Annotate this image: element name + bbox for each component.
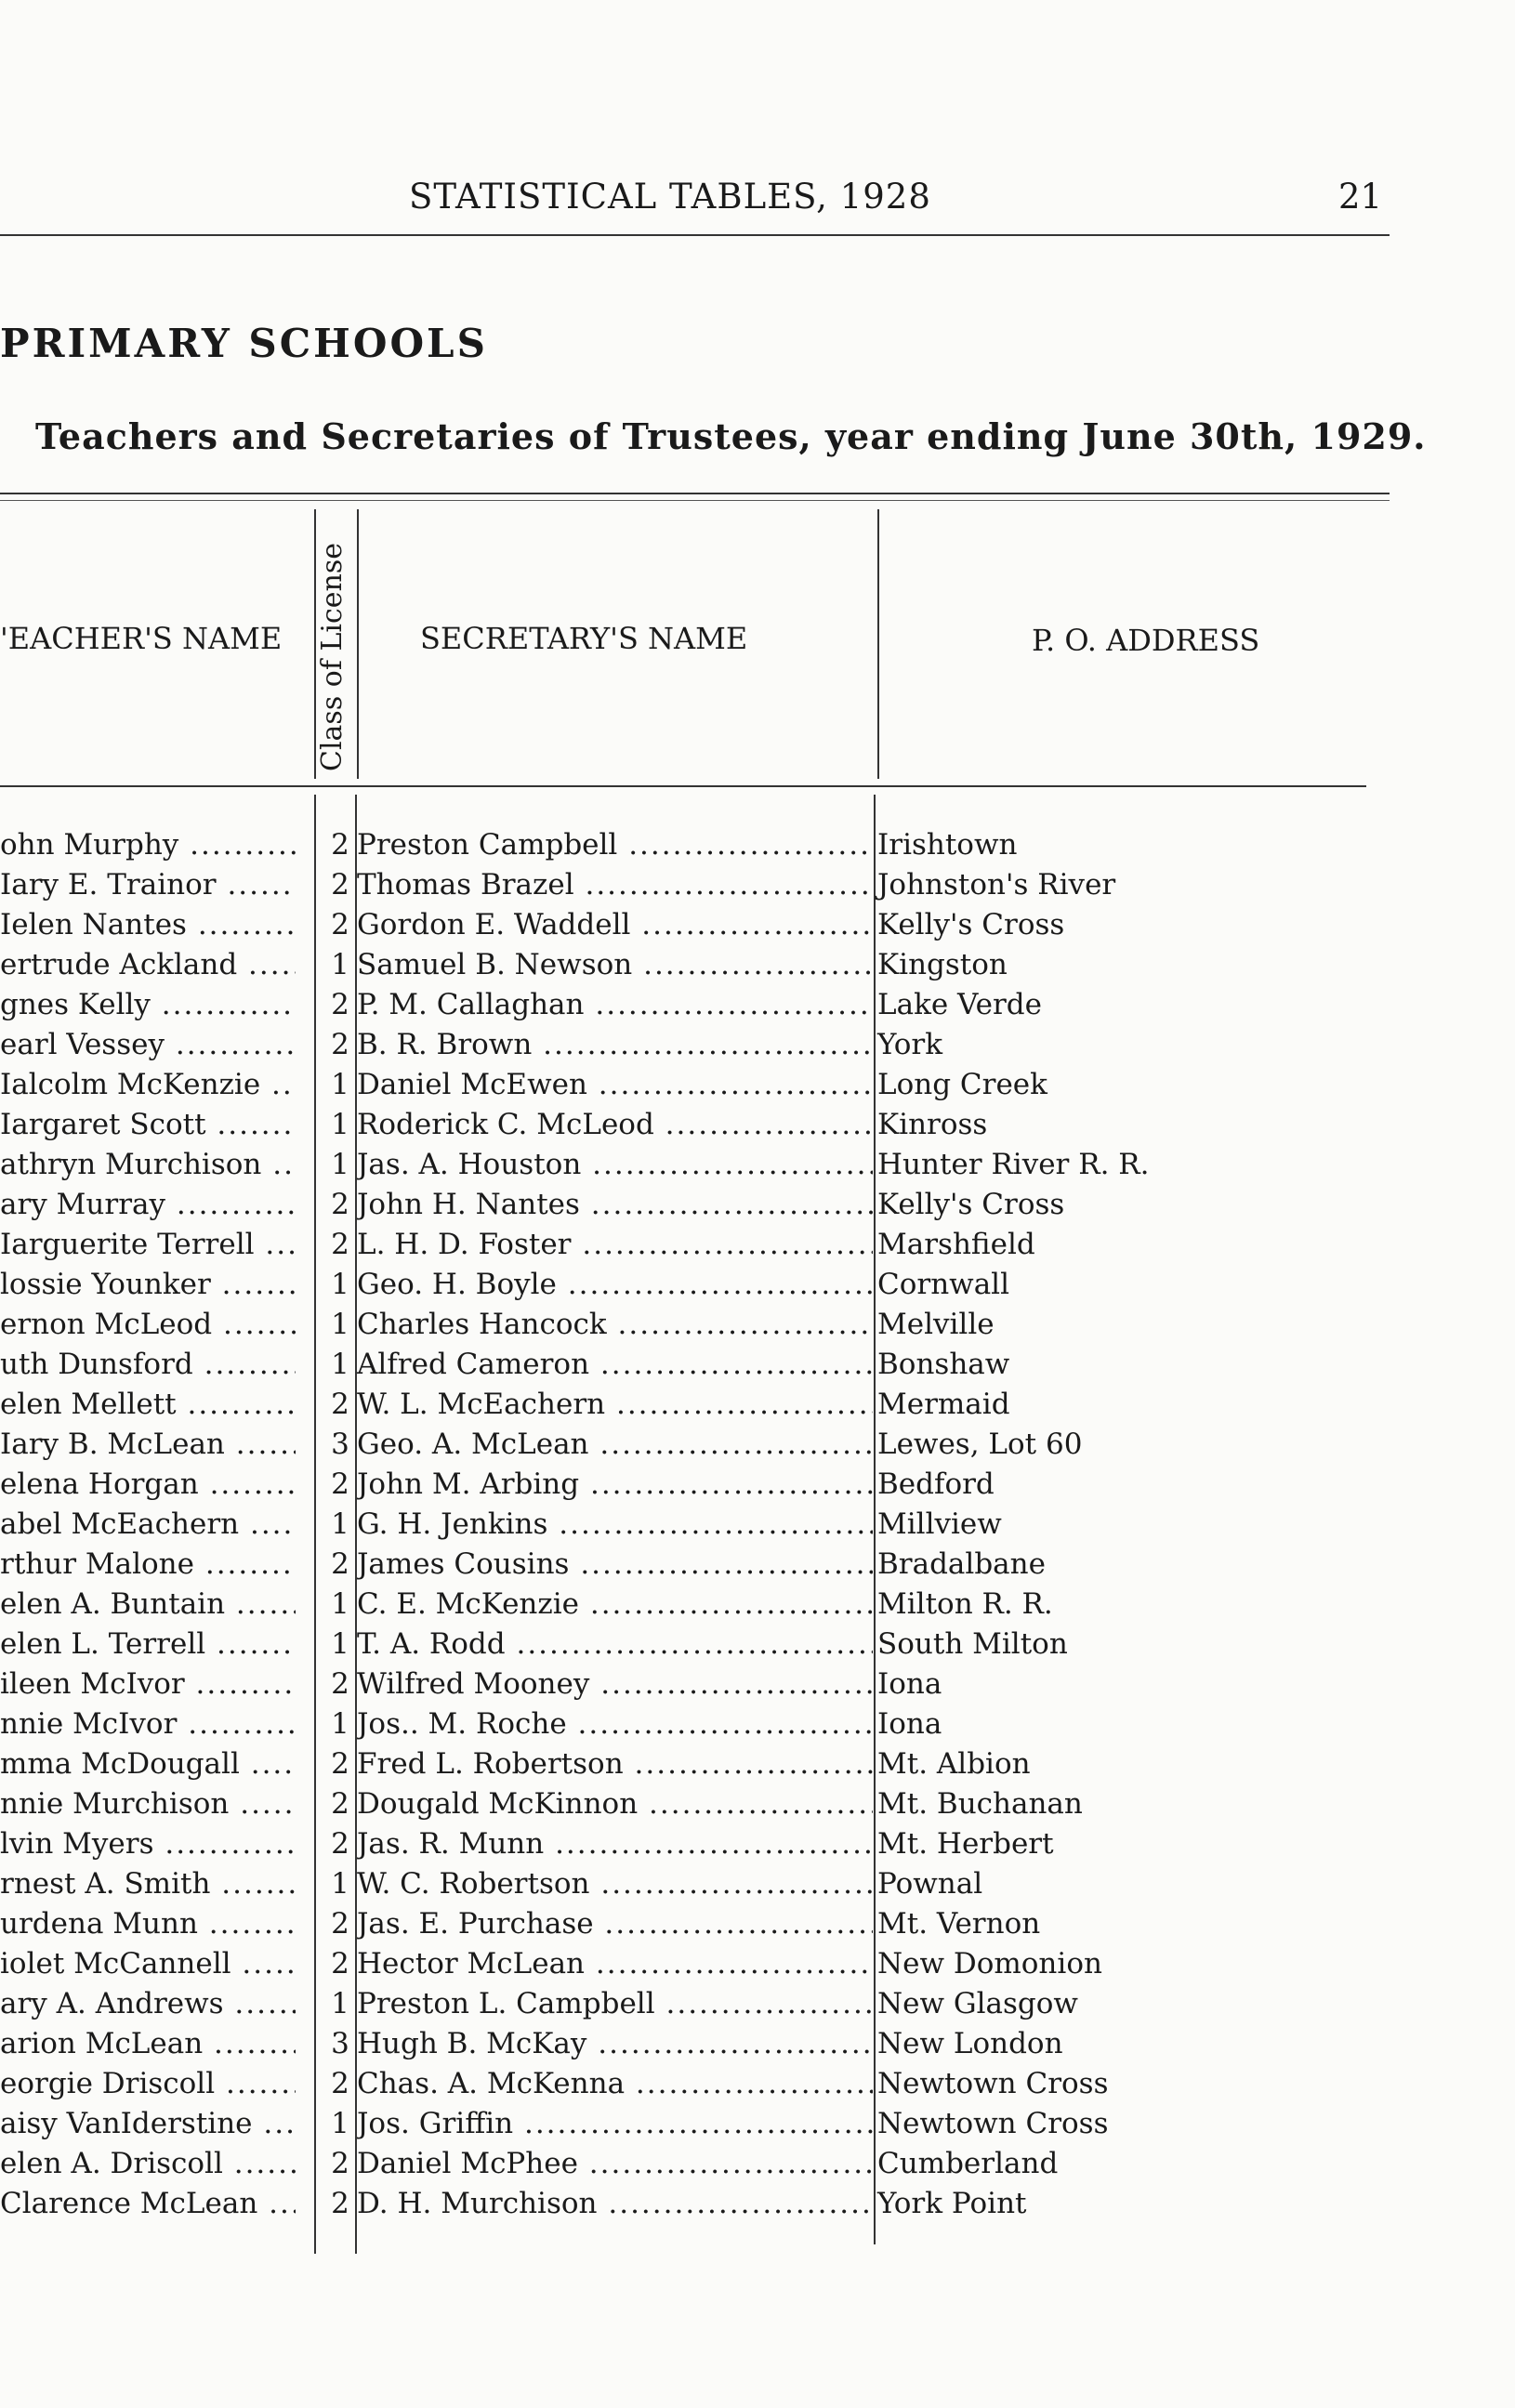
po-address: Kelly's Cross — [877, 908, 1065, 941]
secretary-name: L. H. D. Foster ..... — [357, 1225, 873, 1265]
teacher-name: ileen McIvor ..... — [0, 1665, 296, 1704]
table-row — [0, 2064, 1394, 2104]
license-class: 2 — [331, 2187, 349, 2220]
header-bottom-rule — [0, 785, 1366, 787]
po-address: Pownal — [877, 1867, 983, 1901]
teacher-name: iolet McCannell ..... — [0, 1944, 296, 1984]
teacher-name: aisy VanIderstine ..... — [0, 2104, 296, 2144]
table-subtitle: Teachers and Secretaries of Trustees, year ending June 30th, 1929. — [35, 415, 1427, 457]
section-title: PRIMARY SCHOOLS — [0, 321, 488, 366]
license-class: 2 — [331, 1028, 349, 1061]
license-class: 2 — [331, 1228, 349, 1261]
table-row — [0, 2024, 1394, 2064]
po-address: Hunter River R. R. — [877, 1148, 1150, 1181]
table-row — [0, 865, 1394, 905]
license-class: 1 — [331, 948, 349, 981]
teacher-name: ary Murray ..... — [0, 1185, 296, 1225]
table-row — [0, 1465, 1394, 1505]
teacher-name: lvin Myers ..... — [0, 1824, 296, 1864]
po-address: Iona — [877, 1667, 942, 1701]
table-row — [0, 1185, 1394, 1225]
table-row — [0, 1345, 1394, 1385]
po-address: Irishtown — [877, 828, 1018, 862]
table-row — [0, 1784, 1394, 1824]
license-class: 2 — [331, 1667, 349, 1701]
header-rule — [0, 234, 1390, 236]
table-row — [0, 1385, 1394, 1425]
license-class: 2 — [331, 1547, 349, 1581]
license-class: 2 — [331, 1188, 349, 1221]
table-row — [0, 1065, 1394, 1105]
teacher-name: rnest A. Smith ..... — [0, 1864, 296, 1904]
teacher-name: elen A. Driscoll ..... — [0, 2144, 296, 2184]
teacher-name: Iary E. Trainor ..... — [0, 865, 296, 905]
license-class: 2 — [331, 1388, 349, 1421]
teacher-name: ernon McLeod ..... — [0, 1305, 296, 1345]
teacher-name: Ielen Nantes ..... — [0, 905, 296, 945]
license-class: 1 — [331, 1108, 349, 1141]
secretary-name: G. H. Jenkins ..... — [357, 1505, 873, 1545]
teacher-name: abel McEachern ..... — [0, 1505, 296, 1545]
license-class: 2 — [331, 988, 349, 1021]
page-number: 21 — [1338, 177, 1383, 217]
teacher-name: athryn Murchison ..... — [0, 1145, 296, 1185]
po-address: New London — [877, 2027, 1063, 2060]
teacher-name: ertrude Ackland ..... — [0, 945, 296, 985]
po-address: Mt. Albion — [877, 1747, 1031, 1781]
license-class: 1 — [331, 1507, 349, 1541]
license-class: 2 — [331, 1467, 349, 1501]
secretary-name: Samuel B. Newson ..... — [357, 945, 873, 985]
teacher-name: Ialcolm McKenzie ..... — [0, 1065, 296, 1105]
teacher-name: elena Horgan ..... — [0, 1465, 296, 1505]
secretary-name: Gordon E. Waddell ..... — [357, 905, 873, 945]
po-address: Kingston — [877, 948, 1008, 981]
po-address: Millview — [877, 1507, 1002, 1541]
secretary-name: T. A. Rodd ..... — [357, 1625, 873, 1665]
license-class: 2 — [331, 1787, 349, 1821]
license-class: 1 — [331, 1587, 349, 1621]
license-class: 2 — [331, 2147, 349, 2180]
secretary-name: Hector McLean ..... — [357, 1944, 873, 1984]
teacher-name: earl Vessey ..... — [0, 1025, 296, 1065]
po-address: Johnston's River — [877, 868, 1116, 901]
table-row — [0, 1864, 1394, 1904]
header-divider-3 — [877, 509, 879, 779]
po-address: Newtown Cross — [877, 2107, 1109, 2140]
license-class: 1 — [331, 1867, 349, 1901]
secretary-name: John M. Arbing ..... — [357, 1465, 873, 1505]
table-row — [0, 1665, 1394, 1704]
license-class: 3 — [331, 1428, 349, 1461]
po-address: Mt. Herbert — [877, 1827, 1054, 1861]
license-class: 2 — [331, 908, 349, 941]
teacher-name: urdena Munn ..... — [0, 1904, 296, 1944]
po-address: Bedford — [877, 1467, 995, 1501]
secretary-name: B. R. Brown ..... — [357, 1025, 873, 1065]
table-row — [0, 1305, 1394, 1345]
po-address: Lake Verde — [877, 988, 1042, 1021]
po-address: York — [877, 1028, 943, 1061]
table-row — [0, 1025, 1394, 1065]
po-address: Kelly's Cross — [877, 1188, 1065, 1221]
teacher-name: nnie McIvor ..... — [0, 1704, 296, 1744]
secretary-name: Preston L. Campbell ..... — [357, 1984, 873, 2024]
secretary-name: Jas. R. Munn ..... — [357, 1824, 873, 1864]
license-class: 1 — [331, 1987, 349, 2020]
license-class: 2 — [331, 868, 349, 901]
po-address: New Domonion — [877, 1947, 1102, 1980]
table-row — [0, 1984, 1394, 2024]
table-row — [0, 1425, 1394, 1465]
secretary-name: Roderick C. McLeod ..... — [357, 1105, 873, 1145]
license-class: 1 — [331, 1068, 349, 1101]
license-class: 1 — [331, 1707, 349, 1741]
po-address: York Point — [877, 2187, 1027, 2220]
po-address: Melville — [877, 1308, 995, 1341]
po-address: Cumberland — [877, 2147, 1059, 2180]
running-title: STATISTICAL TABLES, 1928 — [409, 177, 931, 217]
table-row — [0, 1625, 1394, 1665]
table-row — [0, 1145, 1394, 1185]
column-header-address: P. O. ADDRESS — [1032, 623, 1260, 658]
table-row — [0, 1545, 1394, 1585]
license-class: 1 — [331, 1268, 349, 1301]
table-row — [0, 1265, 1394, 1305]
secretary-name: Jas. E. Purchase ..... — [357, 1904, 873, 1944]
column-header-teacher: 'EACHER'S NAME — [0, 621, 283, 656]
secretary-name: Dougald McKinnon ..... — [357, 1784, 873, 1824]
teacher-name: lossie Younker ..... — [0, 1265, 296, 1305]
secretary-name: D. H. Murchison ..... — [357, 2184, 873, 2224]
license-class: 2 — [331, 2067, 349, 2100]
table-row — [0, 2144, 1394, 2184]
secretary-name: C. E. McKenzie ..... — [357, 1585, 873, 1625]
table-top-rule — [0, 493, 1390, 494]
po-address: Kinross — [877, 1108, 988, 1141]
table-row — [0, 1744, 1394, 1784]
teacher-name: nnie Murchison ..... — [0, 1784, 296, 1824]
po-address: Long Creek — [877, 1068, 1047, 1101]
license-class: 2 — [331, 828, 349, 862]
po-address: Lewes, Lot 60 — [877, 1428, 1083, 1461]
license-class: 1 — [331, 1148, 349, 1181]
secretary-name: Geo. A. McLean ..... — [357, 1425, 873, 1465]
table-row — [0, 2104, 1394, 2144]
column-header-license: Class of License — [316, 542, 349, 771]
teacher-name: rthur Malone ..... — [0, 1545, 296, 1585]
secretary-name: Daniel McPhee ..... — [357, 2144, 873, 2184]
po-address: Bonshaw — [877, 1348, 1010, 1381]
po-address: Cornwall — [877, 1268, 1010, 1301]
table-row — [0, 1704, 1394, 1744]
teacher-name: ary A. Andrews ..... — [0, 1984, 296, 2024]
teacher-name: ohn Murphy ..... — [0, 825, 296, 865]
secretary-name: Chas. A. McKenna ..... — [357, 2064, 873, 2104]
secretary-name: Wilfred Mooney ..... — [357, 1665, 873, 1704]
table-row — [0, 945, 1394, 985]
table-top-rule-thin — [0, 500, 1390, 501]
table-row — [0, 1505, 1394, 1545]
po-address: Mt. Buchanan — [877, 1787, 1083, 1821]
license-class: 1 — [331, 1348, 349, 1381]
po-address: Bradalbane — [877, 1547, 1046, 1581]
teacher-name: mma McDougall ..... — [0, 1744, 296, 1784]
teacher-name: Iarguerite Terrell ..... — [0, 1225, 296, 1265]
secretary-name: W. L. McEachern ..... — [357, 1385, 873, 1425]
secretary-name: Thomas Brazel ..... — [357, 865, 873, 905]
license-class: 1 — [331, 2107, 349, 2140]
secretary-name: Preston Campbell ..... — [357, 825, 873, 865]
secretary-name: Alfred Cameron ..... — [357, 1345, 873, 1385]
secretary-name: Fred L. Robertson ..... — [357, 1744, 873, 1784]
teacher-name: Iary B. McLean ..... — [0, 1425, 296, 1465]
running-head — [0, 177, 1394, 223]
po-address: New Glasgow — [877, 1987, 1078, 2020]
secretary-name: Daniel McEwen ..... — [357, 1065, 873, 1105]
secretary-name: James Cousins ..... — [357, 1545, 873, 1585]
po-address: Mt. Vernon — [877, 1907, 1041, 1941]
po-address: South Milton — [877, 1627, 1068, 1661]
po-address: Milton R. R. — [877, 1587, 1053, 1621]
secretary-name: John H. Nantes ..... — [357, 1185, 873, 1225]
teacher-name: gnes Kelly ..... — [0, 985, 296, 1025]
table-row — [0, 905, 1394, 945]
table-row — [0, 1944, 1394, 1984]
license-class: 2 — [331, 1827, 349, 1861]
teacher-name: uth Dunsford ..... — [0, 1345, 296, 1385]
teacher-name: Clarence McLean ..... — [0, 2184, 296, 2224]
license-class: 3 — [331, 2027, 349, 2060]
table-row — [0, 1225, 1394, 1265]
secretary-name: Jas. A. Houston ..... — [357, 1145, 873, 1185]
column-header-secretary: SECRETARY'S NAME — [420, 621, 748, 656]
secretary-name: Jos. Griffin ..... — [357, 2104, 873, 2144]
header-divider-2 — [357, 509, 359, 779]
po-address: Marshfield — [877, 1228, 1035, 1261]
secretary-name: Hugh B. McKay ..... — [357, 2024, 873, 2064]
teacher-name: elen Mellett ..... — [0, 1385, 296, 1425]
secretary-name: P. M. Callaghan ..... — [357, 985, 873, 1025]
table-row — [0, 1585, 1394, 1625]
table-row — [0, 1105, 1394, 1145]
table-row — [0, 1824, 1394, 1864]
license-class: 2 — [331, 1747, 349, 1781]
po-address: Mermaid — [877, 1388, 1010, 1421]
po-address: Newtown Cross — [877, 2067, 1109, 2100]
table-row — [0, 985, 1394, 1025]
teacher-name: elen L. Terrell ..... — [0, 1625, 296, 1665]
license-class: 2 — [331, 1947, 349, 1980]
secretary-name: Charles Hancock ..... — [357, 1305, 873, 1345]
license-class: 1 — [331, 1308, 349, 1341]
secretary-name: W. C. Robertson ..... — [357, 1864, 873, 1904]
license-class: 2 — [331, 1907, 349, 1941]
table-row — [0, 1904, 1394, 1944]
table-row — [0, 825, 1394, 865]
secretary-name: Geo. H. Boyle ..... — [357, 1265, 873, 1305]
table-row — [0, 2184, 1394, 2224]
teacher-name: elen A. Buntain ..... — [0, 1585, 296, 1625]
teacher-name: Iargaret Scott ..... — [0, 1105, 296, 1145]
teacher-name: arion McLean ..... — [0, 2024, 296, 2064]
po-address: Iona — [877, 1707, 942, 1741]
teacher-name: eorgie Driscoll ..... — [0, 2064, 296, 2104]
license-class: 1 — [331, 1627, 349, 1661]
secretary-name: Jos.. M. Roche ..... — [357, 1704, 873, 1744]
